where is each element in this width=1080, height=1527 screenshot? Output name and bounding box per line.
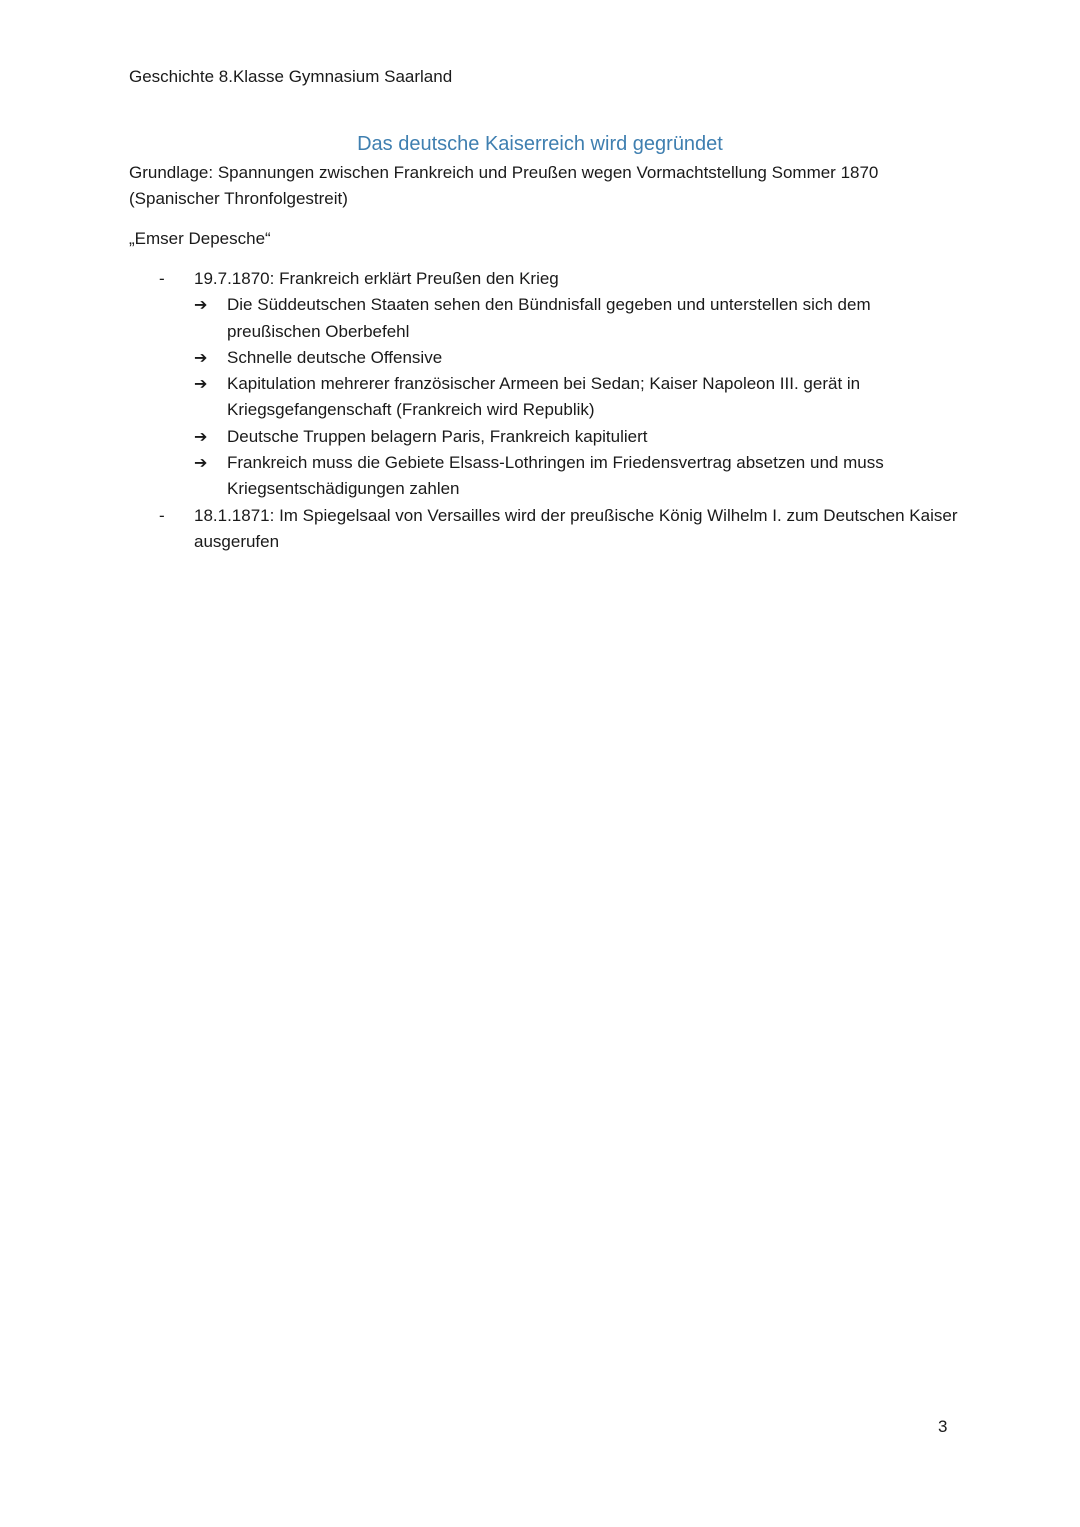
sub-item-text: Frankreich muss die Gebiete Elsass-Lothringen im Friedensvertrag absetzen und muss Kriegsentschädigungen zahlen xyxy=(227,453,884,499)
dash-bullet: - xyxy=(159,269,165,288)
sub-item-text: Kapitulation mehrerer französischer Armeen bei Sedan; Kaiser Napoleon III. gerät in Kriegsgefangenschaft (Frankreich wird Republik) xyxy=(227,374,861,420)
list-item-text: 18.1.1871: Im Spiegelsaal von Versailles wird der preußische König Wilhelm I. zum Deutschen Kaiser ausgerufen xyxy=(194,505,958,551)
page-title: Das deutsche Kaiserreich wird gegründet xyxy=(357,133,723,155)
page-number: 3 xyxy=(938,1417,948,1436)
arrow-icon: ➔ xyxy=(194,426,208,446)
event-list xyxy=(129,266,959,555)
list-item-1871 xyxy=(129,503,959,556)
intro-paragraph: Grundlage: Spannungen zwischen Frankreich und Preußen wegen Vormachtstellung Sommer 1870 (Spanischer Thronfolgestreit) xyxy=(129,163,879,208)
dash-bullet: - xyxy=(159,505,165,525)
sub-item xyxy=(194,424,959,450)
arrow-icon: ➔ xyxy=(194,374,208,394)
sub-item-text: Deutsche Truppen belagern Paris, Frankreich kapituliert xyxy=(227,426,648,446)
sub-item-text: Schnelle deutsche Offensive xyxy=(227,347,443,367)
list-item-1870 xyxy=(129,266,959,503)
arrow-icon: ➔ xyxy=(194,453,208,473)
arrow-icon: ➔ xyxy=(194,347,208,367)
list-item-text: 19.7.1870: Frankreich erklärt Preußen den Krieg xyxy=(194,269,559,288)
sub-item xyxy=(194,371,959,424)
section-subheading: „Emser Depesche“ xyxy=(129,229,271,248)
arrow-icon: ➔ xyxy=(194,295,208,315)
sub-item-text: Die Süddeutschen Staaten sehen den Bündnisfall gegeben und unterstellen sich dem preußischen Oberbefehl xyxy=(227,295,871,341)
sub-item xyxy=(194,292,959,345)
page-header: Geschichte 8.Klasse Gymnasium Saarland xyxy=(129,67,453,86)
sub-item xyxy=(194,450,959,503)
sub-item xyxy=(194,345,959,371)
